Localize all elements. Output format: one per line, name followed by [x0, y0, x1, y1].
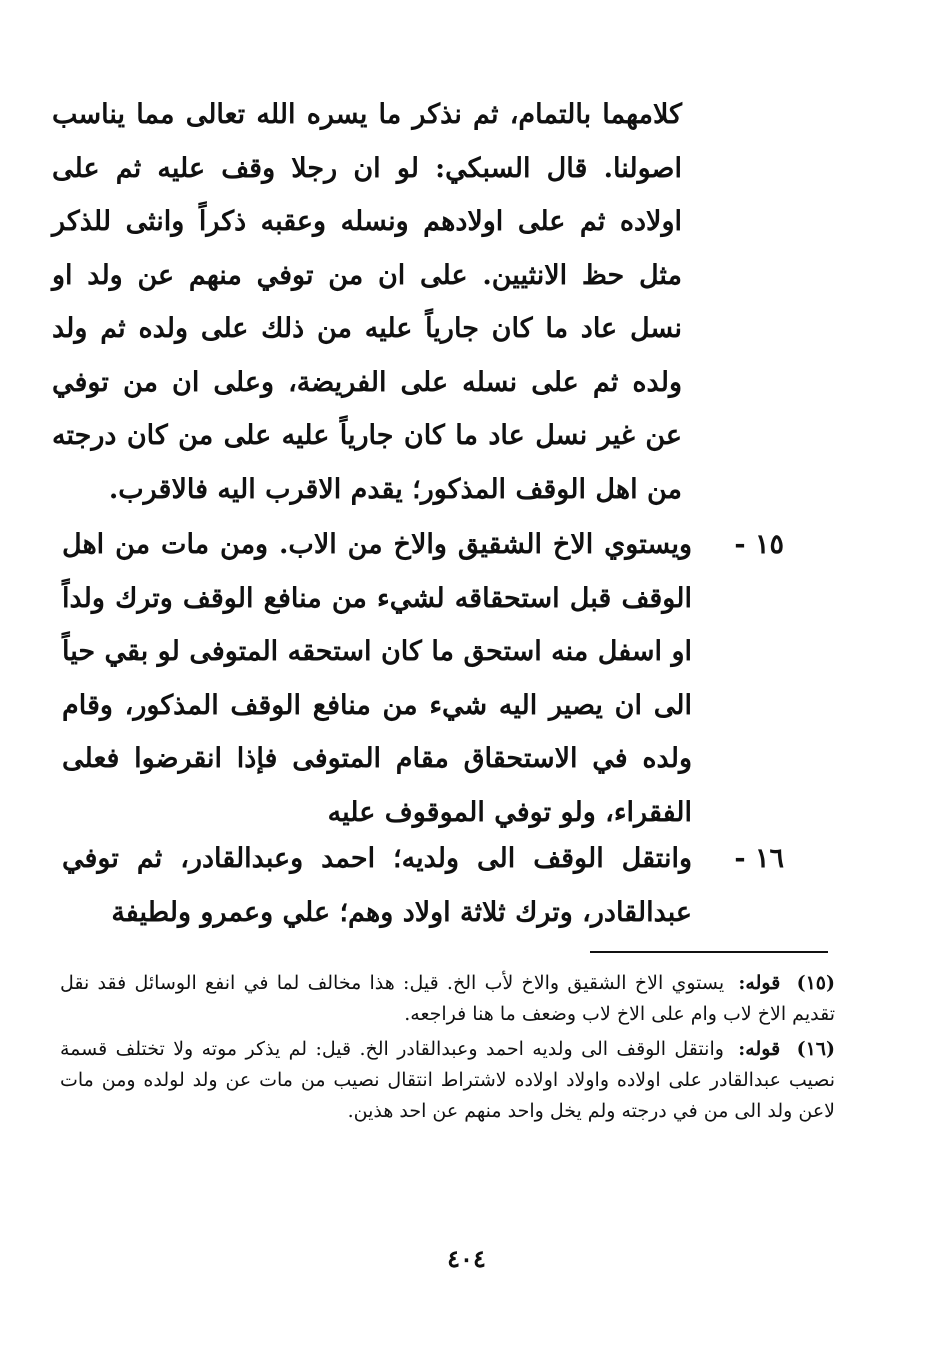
footnote-number: (١٥) [796, 972, 835, 994]
item-number: ١٥ - [734, 529, 784, 560]
numbered-item-16 [62, 832, 784, 939]
footnote-number: (١٦) [796, 1038, 835, 1060]
item-number: ١٦ - [734, 843, 784, 874]
item-text: ويستوي الاخ الشقيق والاخ من الاب. ومن مات من اهل الوقف قبل استحقاقه لشيء من منافع الوقف وترك ولداً او اسفل منه استحق ما كان استحقه المتوفى لو بقي حياً الى ان يصير اليه شيء من منافع الوقف المذكور، وقام ولده في الاستحقاق مقام المتوفى فإذا انقرضوا فعلى الفقراء، ولو توفي الموقوف عليه [62, 529, 692, 828]
numbered-item-15 [62, 518, 784, 839]
footnote-separator [590, 951, 828, 953]
footnotes-section [60, 968, 835, 1131]
footnote-16 [60, 1034, 835, 1127]
opening-paragraph: كلامهما بالتمام، ثم نذكر ما يسره الله تعالى مما يناسب اصولنا. قال السبكي: لو ان رجلا وقف عليه ثم على اولاده ثم على اولادهم ونسله وعقبه ذكراً وانثى للذكر مثل حظ الانثيين. على ان من توفي منهم عن ولد او نسل عاد ما كان جارياً عليه من ذلك على ولده ثم ولد ولده ثم على نسله على الفريضة، وعلى ان من توفي عن غير نسل عاد ما كان جارياً عليه على من كان درجته من اهل الوقف المذكور؛ يقدم الاقرب اليه فالاقرب. [52, 99, 682, 505]
footnote-text: وانتقل الوقف الى ولديه احمد وعبدالقادر الخ. قيل: لم يذكر موته ولا تختلف قسمة نصيب عبدالقادر على اولاده واولاد اولاده لاشتراط انتقال نصيب من مات عن ولد لولده ومن مات لاعن ولد الى من في درجته ولم يخل واحد منهم عن احد هذين. [60, 1038, 835, 1122]
page-number: ٤٠٤ [447, 1244, 486, 1273]
footnote-text: يستوي الاخ الشقيق والاخ لأب الخ. قيل: هذا مخالف لما في انفع الوسائل فقد نقل تقديم الاخ لاب وام على الاخ لاب وضعف ما هنا فراجعه. [60, 972, 835, 1025]
footnote-lead: قوله: [738, 1038, 781, 1060]
footnote-lead: قوله: [738, 972, 781, 994]
main-text-block [52, 88, 682, 516]
footnote-15 [60, 968, 835, 1030]
item-text: وانتقل الوقف الى ولديه؛ احمد وعبدالقادر، ثم توفي عبدالقادر، وترك ثلاثة اولاد وهم؛ علي وعمرو ولطيفة [62, 843, 692, 928]
